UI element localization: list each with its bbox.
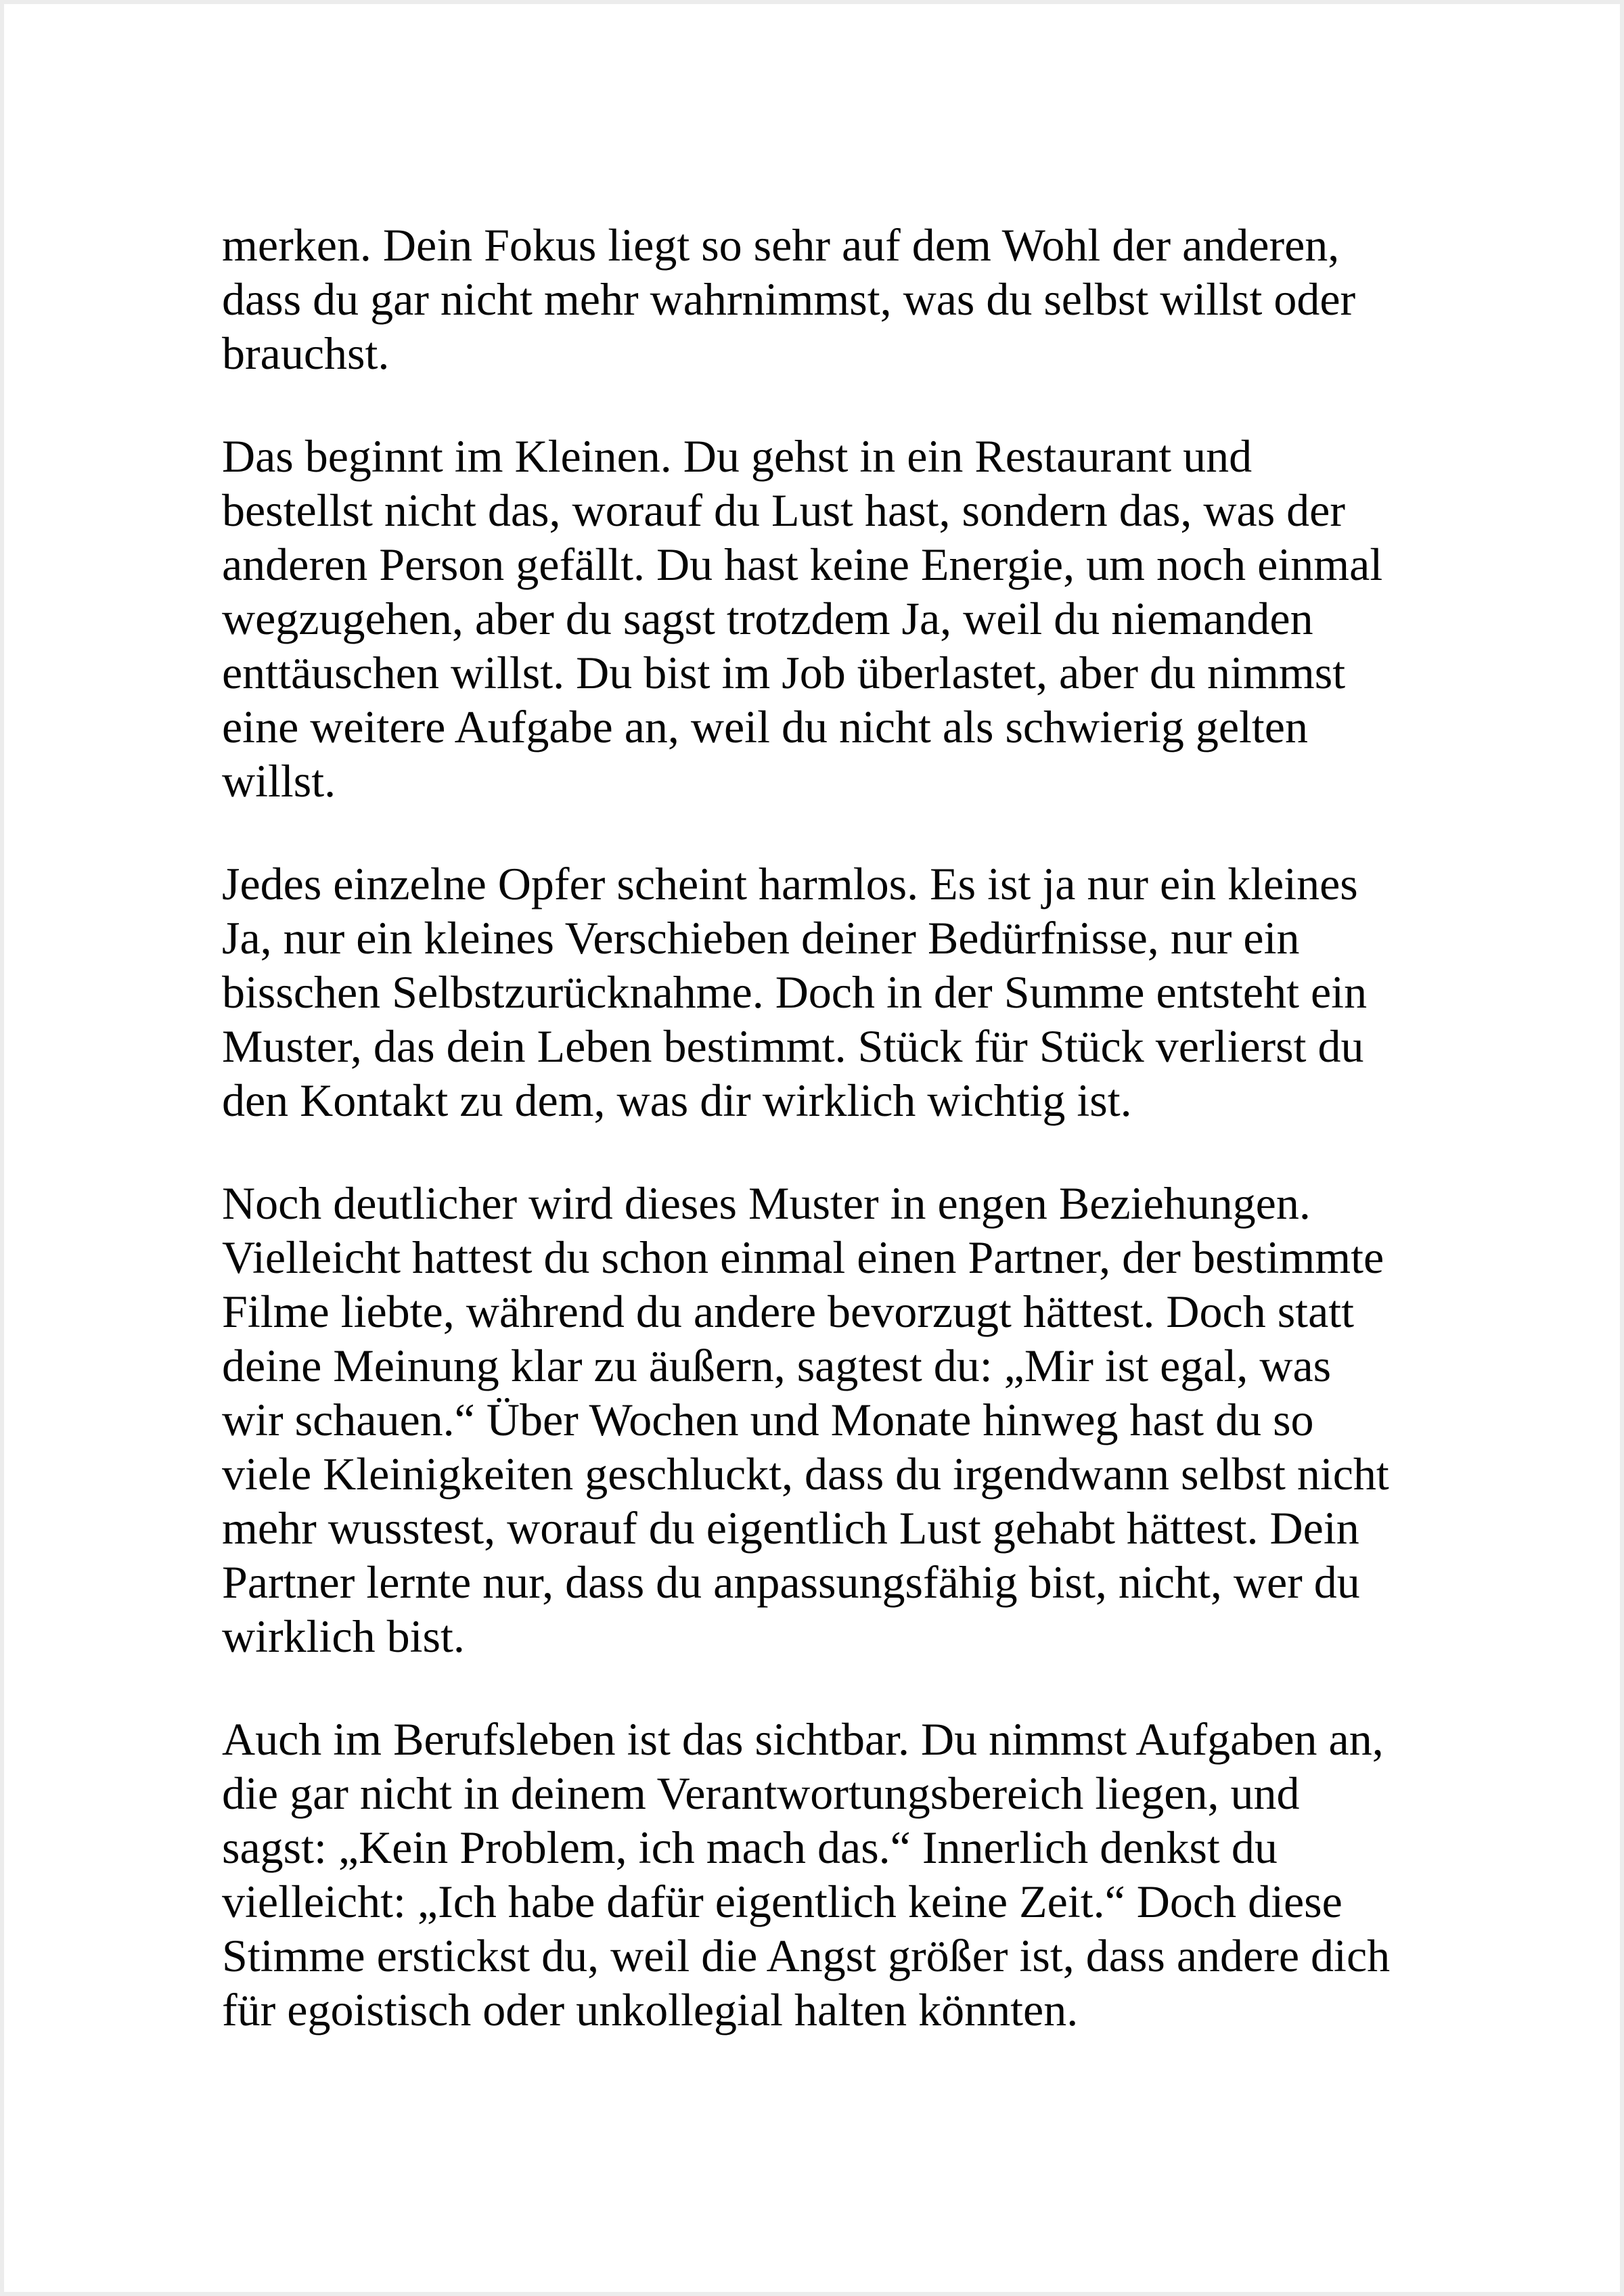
- paragraph: [222, 218, 1453, 380]
- text-line: Vielleicht hattest du schon einmal einen Partner, der bestimmte: [222, 1232, 1384, 1283]
- paragraph: [222, 1176, 1453, 1663]
- text-line: wir schauen.“ Über Wochen und Monate hinweg hast du so: [222, 1394, 1314, 1445]
- text-line: anderen Person gefällt. Du hast keine Energie, um noch einmal: [222, 539, 1383, 590]
- text-line: Noch deutlicher wird dieses Muster in engen Beziehungen.: [222, 1177, 1311, 1229]
- text-line: Auch im Berufsleben ist das sichtbar. Du nimmst Aufgaben an,: [222, 1713, 1384, 1765]
- text-line: Stimme erstickst du, weil die Angst größer ist, dass andere dich: [222, 1930, 1391, 1981]
- text-line: Das beginnt im Kleinen. Du gehst in ein Restaurant und: [222, 430, 1253, 482]
- paragraph: [222, 1712, 1453, 2037]
- text-line: dass du gar nicht mehr wahrnimmst, was du selbst willst oder: [222, 273, 1356, 325]
- text-line: sagst: „Kein Problem, ich mach das.“ Innerlich denkst du: [222, 1822, 1278, 1873]
- text-line: deine Meinung klar zu äußern, sagtest du: „Mir ist egal, was: [222, 1340, 1332, 1391]
- text-line: Muster, das dein Leben bestimmt. Stück für Stück verlierst du: [222, 1020, 1364, 1072]
- text-line: eine weitere Aufgabe an, weil du nicht als schwierig gelten: [222, 701, 1308, 752]
- text-line: bisschen Selbstzurücknahme. Doch in der Summe entsteht ein: [222, 966, 1368, 1018]
- text-line: wegzugehen, aber du sagst trotzdem Ja, weil du niemanden: [222, 593, 1313, 644]
- text-line: bestellst nicht das, worauf du Lust hast, sondern das, was der: [222, 485, 1345, 536]
- text-line: brauchst.: [222, 328, 390, 379]
- paragraph: [222, 857, 1453, 1127]
- text-line: die gar nicht in deinem Verantwortungsbereich liegen, und: [222, 1768, 1300, 1819]
- text-line: Filme liebte, während du andere bevorzugt hättest. Doch statt: [222, 1286, 1355, 1337]
- text-line: den Kontakt zu dem, was dir wirklich wichtig ist.: [222, 1075, 1132, 1126]
- text-line: willst.: [222, 755, 336, 807]
- text-line: Jedes einzelne Opfer scheint harmlos. Es ist ja nur ein kleines: [222, 858, 1358, 909]
- text-line: wirklich bist.: [222, 1611, 465, 1662]
- paragraph: [222, 429, 1453, 808]
- text-line: für egoistisch oder unkollegial halten könnten.: [222, 1984, 1079, 2035]
- text-line: Partner lernte nur, dass du anpassungsfähig bist, nicht, wer du: [222, 1556, 1360, 1608]
- text-line: enttäuschen willst. Du bist im Job überlastet, aber du nimmst: [222, 647, 1346, 698]
- text-line: vielleicht: „Ich habe dafür eigentlich keine Zeit.“ Doch diese: [222, 1876, 1343, 1927]
- text-line: mehr wusstest, worauf du eigentlich Lust gehabt hättest. Dein: [222, 1502, 1359, 1554]
- text-column: [222, 218, 1453, 2037]
- text-line: viele Kleinigkeiten geschluckt, dass du irgendwann selbst nicht: [222, 1448, 1389, 1500]
- text-line: Ja, nur ein kleines Verschieben deiner Bedürfnisse, nur ein: [222, 912, 1300, 964]
- text-line: merken. Dein Fokus liegt so sehr auf dem Wohl der anderen,: [222, 219, 1340, 271]
